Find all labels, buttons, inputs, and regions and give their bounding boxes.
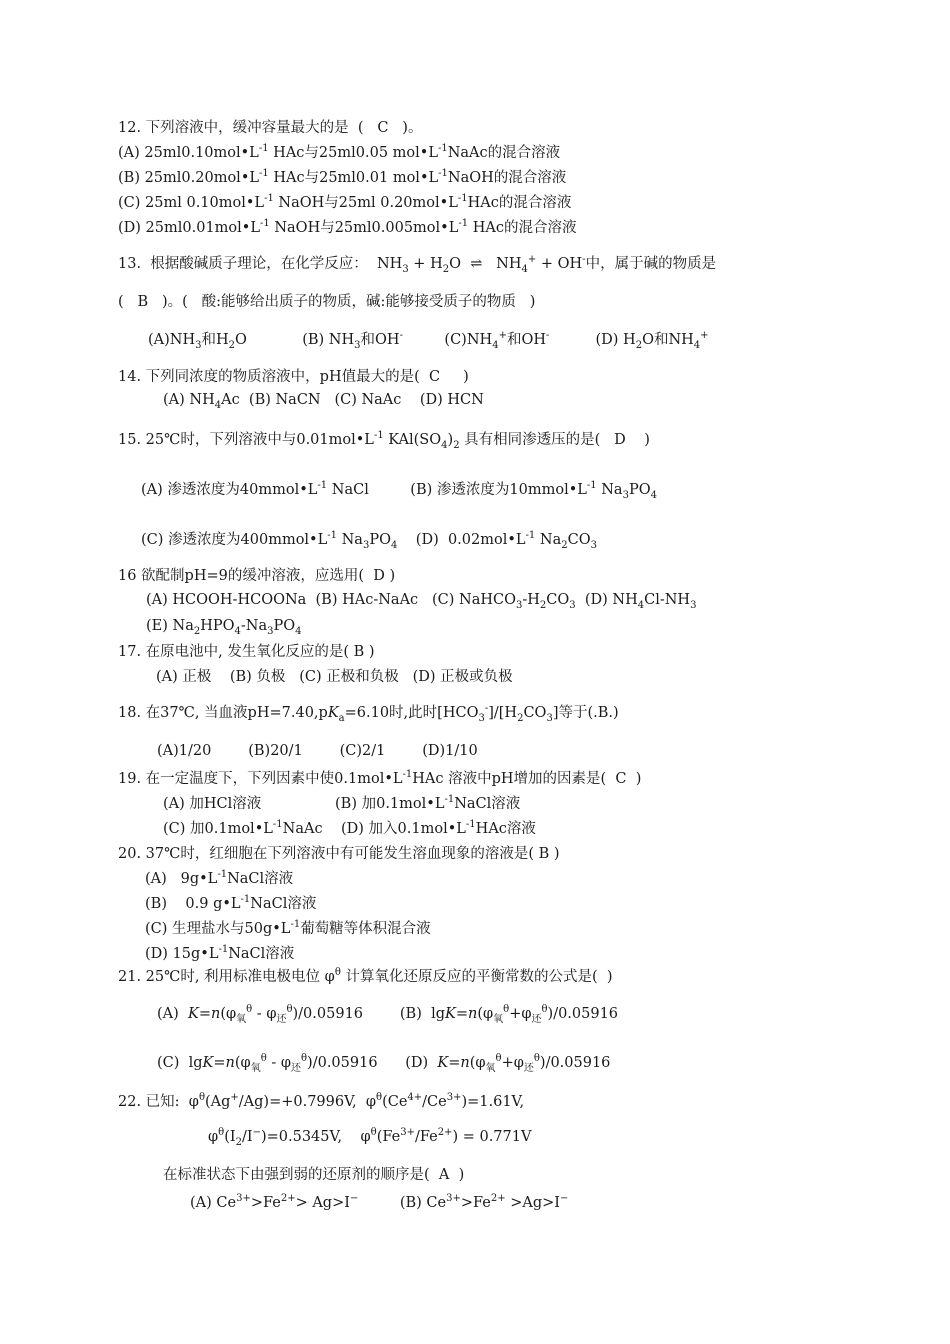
q22-opts: (A) $Ce^{3+}>Fe^{2+}> Ag>I^-$ (B) $Ce^{3+}>Fe^{2+} >Ag>I^-$ <box>190 1193 569 1211</box>
q14-opts: (A) $NH_4Ac$ (B) NaCN (C) NaAc (D) HCN <box>163 392 484 411</box>
q12-a: (A) $25ml0.10mol•L^{-1}$ HAc与25ml0.05 $mol•L^{-1}NaAc$的混合溶液 <box>118 143 561 161</box>
q22-stem: 22. 已知: $\varphi^\theta(Ag^+/Ag)=+0.7996V$, $\varphi^\theta(Ce^{4+}/Ce^{3+})=1.61V$, <box>118 1092 525 1110</box>
q21-cd: (C) $\lg K=n(\varphi_氧^\theta - \varphi_还^\theta)/0.05916$ (D) $K=n(\varphi_氧^\theta+\varphi_还^\theta)/0.05916$ <box>157 1053 611 1074</box>
q21-ab: (A) $K=n(\varphi_氧^\theta - \varphi_还^\theta)/0.05916$ (B) $\lg K=n(\varphi_氧^\theta+\varphi_还^\theta)/0.05916$ <box>157 1004 619 1025</box>
q12-c: (C) 25ml $0.10mol•L^{-1}$ NaOH与25ml $0.20mol•L^{-1}HAc$的混合溶液 <box>118 193 572 211</box>
q20-stem: 20. 37℃时，红细胞在下列溶液中有可能发生溶血现象的溶液是( B ) <box>118 846 560 862</box>
q15-ab: (A) 渗透浓度为$40mmol•L^{-1}$ NaCl (B) 渗透浓度为$10mmol•L^{-1}$ $Na_3PO_4$ <box>141 480 657 501</box>
q19-stem: 19. 在一定温度下，下列因素中使$0.1mol•L^{-1}HAc$ 溶液中pH增加的因素是( C ) <box>118 769 642 787</box>
q12-b: (B) $25ml0.20mol•L^{-1}$ HAc与25ml0.01 $mol•L^{-1}NaOH$的混合溶液 <box>118 168 567 186</box>
q21-stem: 21. 25℃时, 利用标准电极电位 $\varphi^\theta$ 计算氧化还原反应的平衡常数的公式是( ) <box>118 967 613 985</box>
q20-c: (C) 生理盐水与$50g•L^{-1}$葡萄糖等体积混合液 <box>145 919 431 937</box>
q20-b: (B) 0.9 $g•L^{-1}NaCl$溶液 <box>145 894 317 912</box>
q18-opts: (A)1/20 (B)20/1 (C)2/1 (D)1/10 <box>157 743 478 759</box>
q14-stem: 14. 下列同浓度的物质溶液中，pH值最大的是( C ) <box>118 369 469 385</box>
q13-stem: 13. 根据酸碱质子理论，在化学反应： $NH_3 + H_2O$ ⇌ $NH_4^+ + OH^-$中，属于碱的物质是 <box>118 254 717 275</box>
q16-stem: 16 欲配制pH=9的缓冲溶液，应选用( D ) <box>118 568 396 584</box>
q19-cd: (C) 加$0.1mol•L^{-1}NaAc$ (D) 加入$0.1mol•L^{-1}HAc$溶液 <box>163 819 536 837</box>
q16-opts2: (E) $Na_2HPO_4-Na_3PO_4$ <box>146 618 302 637</box>
q16-opts1: (A) HCOOH-HCOONa (B) HAc-NaAc (C) $NaHCO_3-H_2CO_3$ (D) $NH_4Cl-NH_3$ <box>146 592 697 611</box>
q13-cont: ( B )。( 酸:能够给出质子的物质，碱:能够接受质子的物质 ) <box>118 294 536 310</box>
q19-ab: (A) 加HCl溶液 (B) 加$0.1mol•L^{-1}NaCl$溶液 <box>163 794 521 812</box>
q20-d: (D) $15g•L^{-1}NaCl$溶液 <box>145 944 295 962</box>
q17-opts: (A) 正极 (B) 负极 (C) 正极和负极 (D) 正极或负极 <box>156 669 513 685</box>
q22-cont: $\varphi^\theta(I_2/I^-)=0.5345V$, $\varphi^\theta(Fe^{3+}/Fe^{2+}) = 0.771V$ <box>208 1127 532 1148</box>
q15-cd: (C) 渗透浓度为$400mmol•L^{-1}$ $Na_3PO_4$ (D) $0.02mol•L^{-1}$ $Na_2CO_3$ <box>141 530 597 551</box>
q12-d: (D) $25ml0.01mol•L^{-1}$ NaOH与$25ml0.005mol•L^{-1}$ HAc的混合溶液 <box>118 218 577 236</box>
q18-stem: 18. 在37℃, 当血液$pH=7.40,pK_a=6.10$时,此时$[HCO_3^-]/[H_2CO_3]$等于(.B.) <box>118 703 619 724</box>
q12-stem: 12. 下列溶液中，缓冲容量最大的是 ( C )。 <box>118 120 423 136</box>
q13-opts: $(A)NH_3$和$H_2O$ (B) $NH_3$和OH- $(C)NH_4^+$和OH- (D) $H_2O$和$NH_4^+$ <box>148 330 709 351</box>
q22-ask: 在标准状态下由强到弱的还原剂的顺序是( A ) <box>163 1167 465 1183</box>
q17-stem: 17. 在原电池中, 发生氧化反应的是( B ) <box>118 644 375 660</box>
q20-a: (A) $9g•L^{-1}NaCl$溶液 <box>145 869 294 887</box>
q15-stem: 15. 25℃时，下列溶液中与$0.01mol•L^{-1}$ $KAl(SO_4)_2$ 具有相同渗透压的是( D ) <box>118 430 650 451</box>
